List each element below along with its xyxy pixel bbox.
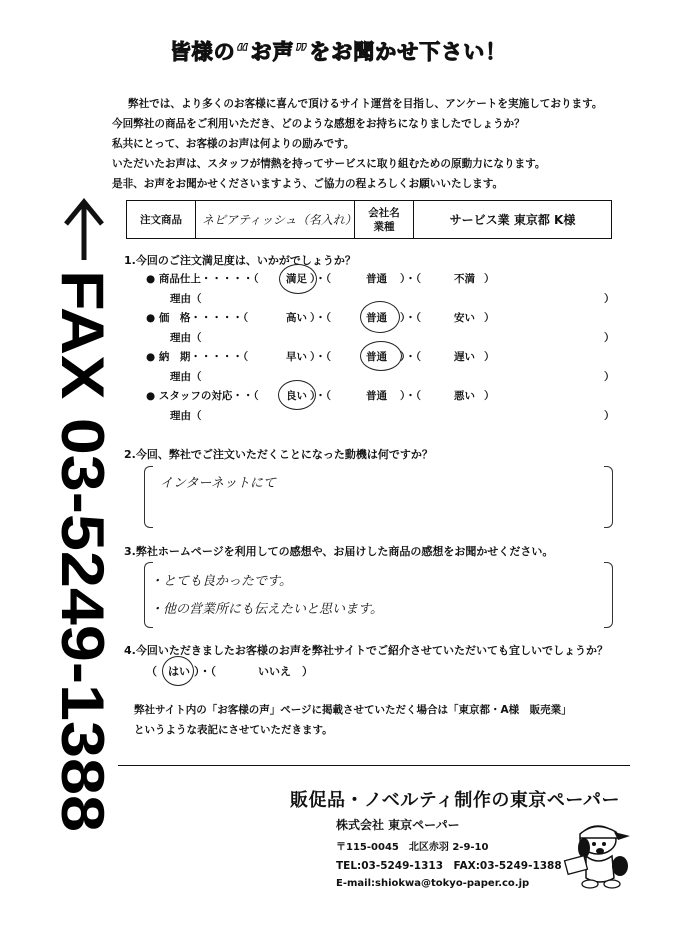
q1-close: ） bbox=[484, 351, 495, 363]
q1-sep: ）・（ bbox=[400, 273, 421, 285]
intro-line: 是非、お声をお聞かせくださいますよう、ご協力の程よろしくお願いいたします。 bbox=[112, 178, 504, 190]
q1-close: ） bbox=[484, 390, 495, 402]
answer-box-right bbox=[604, 562, 613, 628]
intro-line: いただいたお声は、スタッフが情熱を持ってサービスに取り組むための原動力になります。 bbox=[112, 158, 546, 170]
footer-address: 〒115-0045 北区赤羽 2-9-10 bbox=[336, 842, 489, 853]
order-info-table bbox=[126, 200, 612, 239]
fax-number-text: FAX 03-5249-1388 bbox=[49, 270, 116, 778]
selected-mark bbox=[279, 264, 317, 294]
answer-box-left bbox=[144, 466, 153, 528]
question-1: 1.今回のご注文満足度は、いかがでしょうか？ bbox=[124, 254, 356, 267]
selected-mark bbox=[278, 380, 316, 410]
q1-reason-label: 理由（ bbox=[170, 410, 202, 422]
q3-answer-line: ・他の営業所にも伝えたいと思います。 bbox=[150, 602, 383, 617]
q1-sep: ）・（ bbox=[400, 312, 421, 324]
q1-option: 遅い bbox=[454, 351, 475, 363]
q1-option: 悪い bbox=[454, 390, 475, 402]
answer-box-right bbox=[604, 466, 613, 528]
company-value: サービス業 東京都 K様 bbox=[414, 201, 612, 239]
q1-close: ） bbox=[484, 312, 495, 324]
q1-option: 不満 bbox=[454, 273, 475, 285]
selected-mark bbox=[162, 656, 194, 686]
q1-sep: ）・（ bbox=[310, 390, 331, 402]
q1-item-label: ● スタッフの対応・・（ bbox=[146, 390, 259, 402]
footer-email: E-mail:shiokwa@tokyo-paper.co.jp bbox=[336, 878, 530, 889]
q1-option: 普通 bbox=[366, 312, 387, 324]
intro-line: 私共にとって、お客様のお声は何よりの励みです。 bbox=[112, 138, 355, 150]
divider bbox=[118, 765, 630, 766]
selected-mark bbox=[360, 301, 400, 333]
q1-sep: ）・（ bbox=[310, 273, 331, 285]
q1-reason-label: 理由（ bbox=[170, 371, 202, 383]
footer-slogan: 販促品・ノベルティ制作の東京ペーパー bbox=[290, 790, 620, 811]
q1-reason-close: ） bbox=[604, 410, 615, 422]
publication-note bbox=[134, 700, 572, 740]
footer-tel-fax: TEL:03-5249-1313 FAX:03-5249-1388 bbox=[336, 860, 562, 872]
q1-option: 普通 bbox=[366, 390, 387, 402]
dog-mascot-icon bbox=[560, 818, 640, 890]
note-line: 弊社サイト内の「お客様の声」ページに掲載させていただく場合は「東京都・A様 販売業」 bbox=[134, 704, 572, 716]
question-4: 4.今回いただきましたお客様のお声を弊社サイトでご紹介させていただいても宜しいでしょうか？ bbox=[124, 644, 609, 657]
q1-item-label: ● 納 期・・・・・（ bbox=[146, 351, 249, 363]
q3-answer-line: ・とても良かったです。 bbox=[150, 574, 292, 589]
q1-sep: ）・（ bbox=[400, 351, 421, 363]
company-label bbox=[355, 201, 414, 239]
question-2: 2.今回、弊社でご注文いただくことになった動機は何ですか？ bbox=[124, 448, 433, 461]
q1-option: 満足 bbox=[286, 273, 307, 285]
q1-item-label: ● 商品仕上・・・・・（ bbox=[146, 273, 259, 285]
q1-option: 高い bbox=[286, 312, 307, 324]
up-arrow-icon bbox=[62, 198, 106, 262]
selected-mark bbox=[360, 341, 402, 371]
q1-reason-close: ） bbox=[604, 371, 615, 383]
q1-option: 良い bbox=[286, 390, 307, 402]
q1-reason-label: 理由（ bbox=[170, 293, 202, 305]
q1-sep: ）・（ bbox=[310, 312, 331, 324]
q1-sep: ）・（ bbox=[400, 390, 421, 402]
page-title: 皆様の“お声”をお聞かせ下さい！ bbox=[169, 40, 508, 64]
company-label-1: 会社名 bbox=[368, 206, 400, 219]
company-label-2: 業種 bbox=[373, 220, 395, 233]
product-value: ネピアティッシュ（名入れ） bbox=[196, 201, 355, 239]
q1-option: 早い bbox=[286, 351, 307, 363]
intro-text bbox=[112, 94, 652, 194]
q1-option: 普通 bbox=[366, 351, 387, 363]
intro-line: 今回弊社の商品をご利用いただき、どのような感想をお持ちになりましたでしょうか？ bbox=[112, 118, 525, 130]
q1-sep: ）・（ bbox=[310, 351, 331, 363]
q1-reason-label: 理由（ bbox=[170, 332, 202, 344]
note-line: というような表記にさせていただきます。 bbox=[134, 724, 333, 736]
q1-option: 普通 bbox=[366, 273, 387, 285]
intro-line: 弊社では、より多くのお客様に喜んで頂けるサイト運営を目指し、アンケートを実施しております。 bbox=[128, 98, 603, 110]
question-3: 3.弊社ホームページを利用しての感想や、お届けした商品の感想をお聞かせください。 bbox=[124, 545, 554, 558]
q1-close: ） bbox=[484, 273, 495, 285]
footer-company: 株式会社 東京ペーパー bbox=[336, 818, 460, 832]
q4-no: いいえ bbox=[258, 665, 291, 678]
q2-answer: インターネットにて bbox=[160, 476, 276, 491]
q1-reason-close: ） bbox=[604, 332, 615, 344]
q4-open: （ bbox=[146, 665, 157, 678]
q1-option: 安い bbox=[454, 312, 475, 324]
q1-reason-close: ） bbox=[604, 293, 615, 305]
q1-item-label: ● 価 格・・・・・（ bbox=[146, 312, 249, 324]
q4-close: ） bbox=[302, 665, 313, 678]
q4-yes: はい bbox=[168, 665, 190, 678]
q4-sep: ）・（ bbox=[194, 665, 216, 678]
product-label: 注文商品 bbox=[127, 201, 196, 239]
